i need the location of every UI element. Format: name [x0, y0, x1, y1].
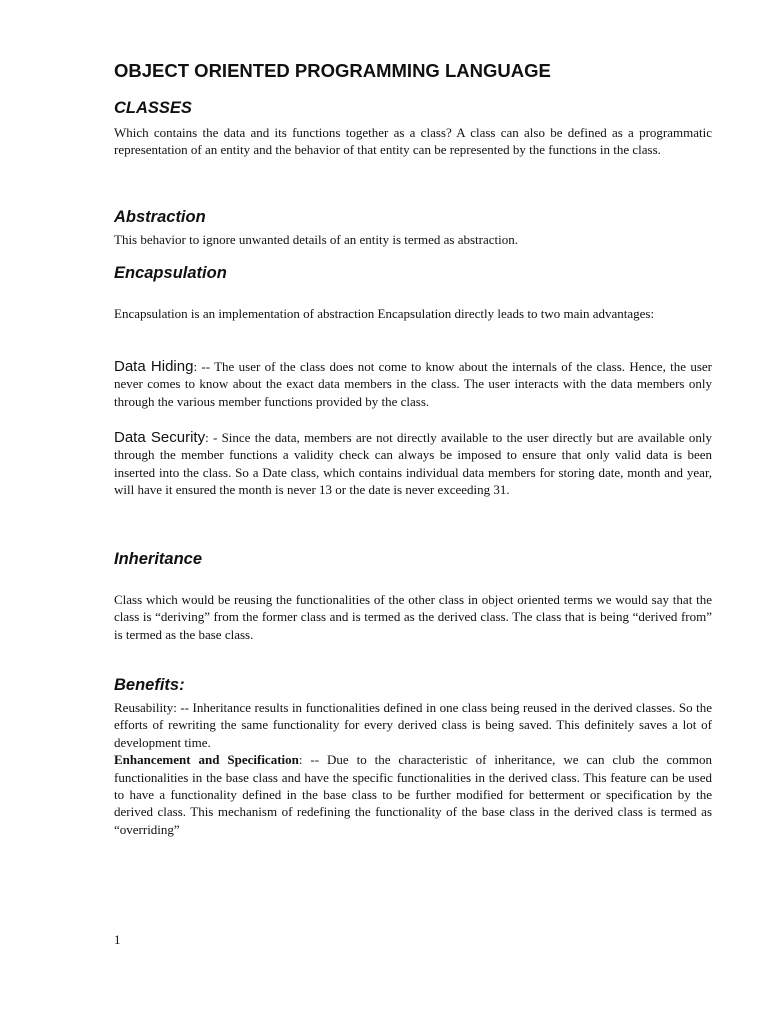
heading-encapsulation: Encapsulation — [114, 264, 227, 282]
paragraph-encapsulation: Encapsulation is an implementation of abstraction Encapsulation directly leads to two main advantages: — [114, 306, 655, 321]
paragraph-inheritance: Class which would be reusing the functionalities of the other class in object oriented terms we would say that the class is “deriving” from the former class and is termed as the derived class. The class that is being “derived from” is termed as the base class. — [114, 592, 712, 642]
paragraph-benefits — [114, 699, 712, 838]
heading-inheritance: Inheritance — [114, 550, 203, 568]
paragraph-abstraction: This behavior to ignore unwanted details of an entity is termed as abstraction. — [114, 232, 518, 247]
data-security-text: : - Since the data, members are not directly available to the user directly but are available only through the member functions a validity check can always be imposed to ensure that only valid data is been inserted into the class. So a Date class, which contains individual data members for storing date, month and year, will have it ensured the month is never 13 or the date is never exceeding 31. — [114, 430, 712, 498]
data-hiding-term: Data Hiding — [114, 358, 194, 375]
paragraph-data-hiding — [114, 358, 712, 410]
page-number: 1 — [114, 932, 121, 947]
heading-abstraction: Abstraction — [114, 208, 206, 226]
heading-benefits: Benefits: — [114, 676, 185, 694]
data-security-term: Data Security — [114, 429, 206, 446]
reusability-text: Reusability: -- Inheritance results in functionalities defined in one class being reused in the derived classes. So the efforts of rewriting the same functionality for every derived class is being saved. This definitely saves a lot of development time. — [114, 700, 712, 750]
paragraph-classes: Which contains the data and its functions together as a class? A class can also be defined as a programmatic representation of an entity and the behavior of that entity can be represented by the functions in the class. — [114, 125, 712, 158]
page-title: OBJECT ORIENTED PROGRAMMING LANGUAGE — [114, 60, 551, 81]
paragraph-data-security — [114, 429, 712, 499]
data-hiding-text: : -- The user of the class does not come to know about the internals of the class. Hence, the user never comes to know about the exact data members in the class. The user interacts with the data members only through the various member functions provided by the class. — [114, 359, 712, 409]
heading-classes: CLASSES — [114, 99, 192, 117]
enhancement-text: : -- Due to the characteristic of inheritance, we can club the common functionalities in the base class and have the specific functionalities in the derived class. This feature can be used to have a functionality defined in the base class to be further modified for betterment or specification by the derived class. This mechanism of redefining the functionality of the base class in the derived class is termed as “overriding” — [114, 752, 712, 837]
enhancement-term: Enhancement and Specification — [114, 752, 299, 768]
